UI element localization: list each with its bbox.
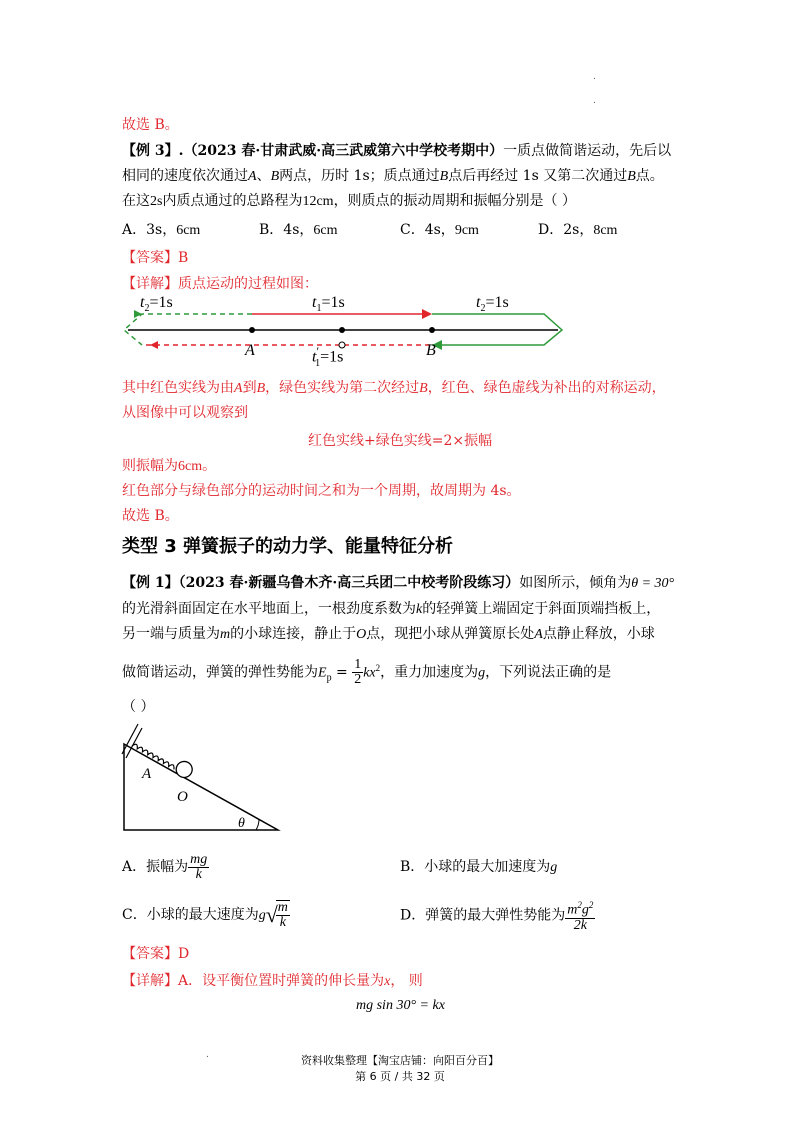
text: 则振幅为 — [122, 458, 178, 474]
ex1-option-a — [122, 850, 209, 884]
math-var: B — [419, 381, 428, 396]
ex1-question-line-2 — [122, 599, 660, 620]
text: ，红色、绿色虚线为补出的对称运动， — [427, 380, 666, 396]
ex3-question-line-3 — [122, 191, 576, 212]
text: 另一端与质量为 — [122, 626, 220, 642]
angle-arc — [256, 819, 259, 830]
t-val: =1s — [320, 348, 344, 366]
t-prime: ′ — [316, 344, 320, 358]
text: 的小球连接，静止于 — [230, 626, 357, 642]
text: 其中红色实线为由 — [122, 380, 234, 396]
option-label: B．4s， — [259, 222, 314, 238]
option-value: 6cm — [313, 223, 338, 238]
math-var: k — [416, 602, 423, 617]
t-label: t — [476, 294, 481, 311]
ex1-answer: 【答案】D — [122, 946, 190, 962]
ex1-source: （2023 春·新疆乌鲁木齐·高三兵团二中校考阶段练习） — [178, 575, 520, 591]
option-label: C．小球的最大速度为 — [122, 907, 259, 924]
text: 点。 — [635, 168, 664, 184]
text: 点，现把小球从弹簧原长处 — [366, 626, 535, 642]
ex1-paren: （ ） — [122, 699, 155, 715]
arrow-head — [422, 309, 432, 319]
math-var: g — [258, 908, 266, 924]
detail-tag: 【详解】 — [122, 276, 178, 292]
math-var: E — [318, 665, 327, 681]
text: ，绿色实线为第二次经过 — [265, 380, 420, 396]
ex3-explain-line-1 — [122, 378, 666, 399]
incline-triangle — [124, 744, 278, 830]
ex1-option-b — [400, 857, 557, 878]
math-var: B — [270, 169, 280, 184]
t-label: t — [140, 294, 145, 311]
fig-label-a: A — [142, 766, 152, 782]
text: 点静止释放，小球 — [542, 626, 655, 642]
point-b — [429, 327, 435, 333]
text: 如图所示，倾角为 — [519, 575, 632, 591]
text: 两点，历时 1s；质点通过 — [279, 168, 440, 184]
ex3-amplitude — [122, 456, 216, 477]
math-var: g — [478, 665, 486, 681]
ex1-question-line-4 — [122, 651, 611, 695]
frac-numerator: 1 — [354, 657, 362, 673]
label-a: A — [245, 342, 255, 359]
frac-denominator: k — [279, 915, 286, 930]
math-var: m — [567, 902, 578, 918]
option-label: C．4s， — [400, 222, 455, 238]
t-val: =1s — [149, 294, 173, 311]
frac-numerator: mg — [190, 851, 208, 867]
ex1-question-line-1 — [122, 573, 674, 594]
math-var: B — [627, 169, 636, 184]
math-var: O — [356, 627, 367, 642]
ex3-option-b — [259, 220, 338, 241]
text: 的轻弹簧上端固定于斜面顶端挡板上， — [422, 601, 661, 617]
math-value: 6cm — [178, 459, 203, 474]
header-mark: . — [593, 72, 596, 82]
footer-mark: . — [206, 1050, 209, 1060]
page-number: 第 6 页 / 共 32 页 — [355, 1070, 445, 1083]
frac-denominator: 2 — [354, 672, 362, 688]
point-center — [339, 327, 345, 333]
ex1-option-d — [400, 898, 595, 933]
ex3-option-a — [122, 220, 200, 241]
t-label: t — [312, 294, 317, 311]
header-mark: . — [593, 96, 596, 106]
ex3-conclusion: 故选 B。 — [122, 508, 179, 524]
text: 到 — [242, 380, 257, 396]
math-sub: p — [326, 672, 332, 684]
ex3-question-line-2 — [122, 166, 664, 187]
t-val: =1s — [321, 294, 345, 311]
text: ，重力加速度为 — [380, 664, 479, 681]
math-var: g — [550, 860, 558, 875]
label-t2-right — [476, 294, 509, 314]
previous-conclusion: 故选 B。 — [122, 117, 179, 133]
math-expr: θ = 30° — [631, 576, 675, 591]
ex3-answer: 【答案】B — [122, 250, 189, 266]
frac-numerator: m — [277, 900, 288, 915]
text: 在这 — [122, 193, 150, 209]
label-b: B — [426, 342, 436, 359]
math-sup: 2 — [588, 900, 594, 910]
math-value: 12cm — [302, 194, 334, 209]
label-t2-left — [140, 294, 173, 314]
ex1-tag: 【例 1】 — [122, 575, 179, 591]
text: 点后再经过 1s 又第二次通过 — [448, 168, 628, 184]
ex3-period: 红色部分与绿色部分的运动时间之和为一个周期，故周期为 4s。 — [122, 483, 521, 499]
ex1-option-c — [122, 898, 290, 933]
math-var: B — [256, 381, 266, 396]
fraction-half — [352, 658, 363, 687]
t-sub: 1 — [315, 357, 321, 369]
section-title: 类型 3 弹簧振子的动力学、能量特征分析 — [122, 536, 454, 557]
option-label: D．弹簧的最大弹性势能为 — [400, 907, 566, 924]
math-var: A — [534, 627, 543, 642]
ex3-option-d — [538, 220, 617, 241]
detail-text: A．设平衡位置时弹簧的伸长量为 — [178, 973, 385, 989]
math-sup: 2 — [375, 663, 381, 673]
option-label: B．小球的最大加速度为 — [400, 859, 551, 875]
text: 、 — [256, 168, 271, 184]
math-var: A — [248, 169, 257, 184]
math-value: 2s — [150, 194, 163, 209]
math-var: A — [234, 381, 243, 396]
option-value: 6cm — [176, 223, 201, 238]
option-label: A．振幅为 — [122, 859, 189, 875]
fig-label-o: O — [177, 789, 188, 805]
sqrt-fraction — [276, 900, 290, 930]
ex1-question-line-3 — [122, 624, 655, 645]
detail-tag: 【详解】 — [122, 973, 178, 989]
footer-source: 资料收集整理【淘宝店铺：向阳百分百】 — [301, 1054, 499, 1067]
math-var: x — [384, 974, 391, 989]
sqrt-expression — [266, 898, 290, 932]
ex1-equation: mg sin 30° = kx — [356, 998, 445, 1013]
text: 做简谐运动，弹簧的弹性势能为 — [122, 664, 318, 681]
math-op: = — [331, 664, 353, 681]
ex3-detail — [122, 274, 318, 294]
fraction-m2g2-2k — [565, 898, 595, 933]
ex3-source: （2023 春·甘肃武威·高三武威第六中学校考期中） — [183, 143, 504, 159]
ex3-q1: 一质点做简谐运动，先后以 — [503, 143, 672, 159]
detail-text: 质点运动的过程如图： — [178, 276, 318, 292]
arrow-head — [150, 341, 158, 349]
text: 的光滑斜面固定在水平地面上，一根劲度系数为 — [122, 601, 416, 617]
t-sub: 2 — [480, 303, 486, 315]
ball — [173, 759, 195, 781]
ex3-question-line-1 — [122, 141, 671, 161]
ex3-explain-line-2: 从图像中可以观察到 — [122, 405, 248, 421]
detail-text: ， 则 — [390, 973, 423, 989]
ex1-detail — [122, 971, 423, 992]
fig-label-theta: θ — [238, 816, 245, 831]
text: ，下列说法正确的是 — [485, 664, 612, 681]
fraction-mg-k — [188, 853, 209, 882]
spring — [131, 735, 196, 781]
option-value: 9cm — [454, 223, 479, 238]
frac-denominator: k — [195, 866, 202, 882]
frac-numerator — [565, 898, 595, 919]
ex3-equation: 红色实线+绿色实线=2×振幅 — [308, 433, 493, 449]
math-var: B — [439, 169, 449, 184]
math-sup: 2 — [577, 900, 582, 910]
option-value: 8cm — [593, 223, 618, 238]
text: 内质点通过的总路程为 — [162, 193, 303, 209]
t-sub: 2 — [144, 303, 150, 315]
sqrt-sign: √ — [265, 902, 278, 927]
ex3-option-c — [400, 220, 479, 241]
t-sub: 1 — [316, 303, 322, 315]
t-val: =1s — [485, 294, 509, 311]
option-label: A．3s， — [122, 222, 177, 238]
frac-denominator: 2k — [573, 917, 587, 933]
label-t1 — [312, 294, 345, 314]
text: 。 — [202, 458, 217, 474]
math-var: m — [220, 627, 231, 642]
option-label: D．2s， — [538, 222, 594, 238]
point-a — [249, 327, 255, 333]
t-label: t — [312, 348, 317, 366]
math-var: g — [581, 902, 589, 918]
ex3-tag: 【例 3】. — [122, 143, 184, 159]
math-var: kx — [363, 665, 376, 681]
text: 相同的速度依次通过 — [122, 168, 248, 184]
text: ，则质点的振动周期和振幅分别是（ ） — [333, 193, 577, 209]
label-t1-prime — [312, 344, 343, 369]
